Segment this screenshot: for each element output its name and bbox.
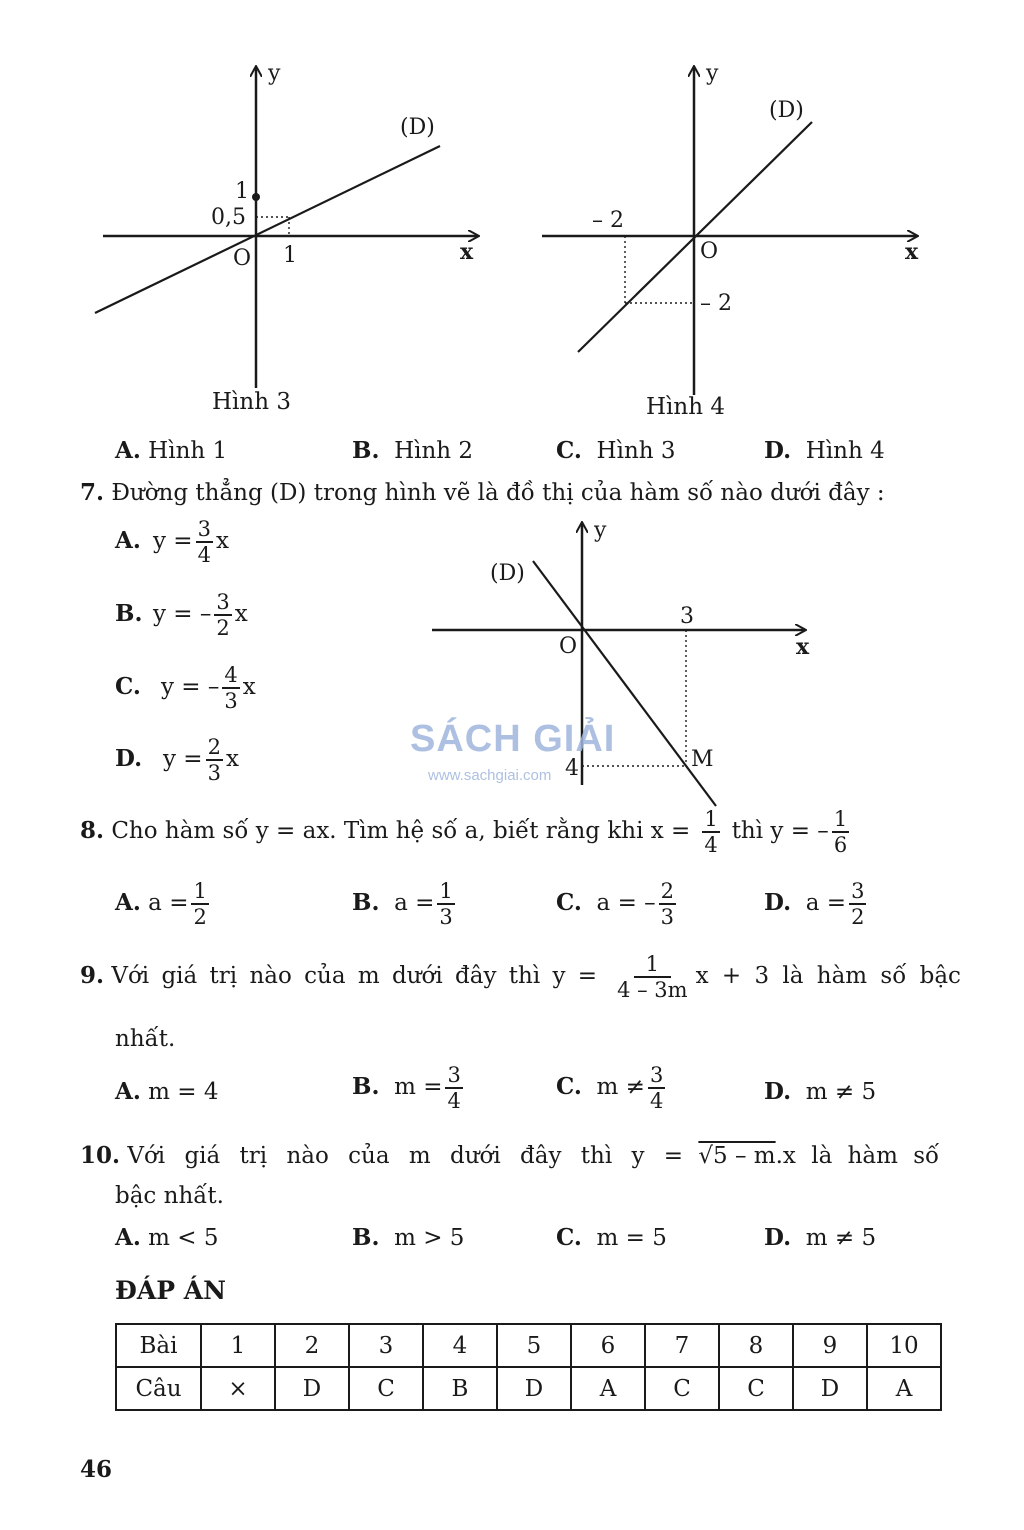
numerator: 3 xyxy=(214,591,231,616)
question-text: Cho hàm số y = ax. Tìm hệ số a, biết rằng khi x = xyxy=(111,818,691,845)
option-letter: A. xyxy=(115,527,141,555)
q6-option-c xyxy=(556,439,676,463)
table-row xyxy=(116,1367,941,1410)
q8-option-a xyxy=(115,880,212,928)
table-row xyxy=(116,1324,941,1367)
option-letter: A. xyxy=(115,1078,141,1105)
q7-option-c xyxy=(115,664,256,712)
y-label: y xyxy=(268,61,281,86)
denominator: 2 xyxy=(851,905,865,930)
watermark xyxy=(410,718,615,784)
numerator: 2 xyxy=(206,736,223,761)
table-cell: C xyxy=(719,1367,793,1410)
origin-label: O xyxy=(700,239,719,264)
row-label: Bài xyxy=(116,1324,201,1367)
row-label: Câu xyxy=(116,1367,201,1410)
point-m-label: M xyxy=(691,747,714,772)
option-letter: D. xyxy=(764,889,792,917)
question-text: Với giá trị nào của m dưới đây thì y = xyxy=(127,1143,684,1169)
table-cell: A xyxy=(867,1367,941,1410)
table-cell: 6 xyxy=(571,1324,645,1367)
tick-x-3: 3 xyxy=(680,604,694,629)
numerator: 3 xyxy=(196,518,213,543)
fraction-x xyxy=(702,808,719,856)
q8-option-c xyxy=(556,880,679,928)
table-cell: C xyxy=(349,1367,423,1410)
fraction xyxy=(615,953,690,1001)
fraction-y xyxy=(832,808,849,856)
option-pre: a = xyxy=(805,890,847,917)
q10-option-d xyxy=(764,1226,876,1250)
y-label: y xyxy=(594,518,607,543)
option-letter: A. xyxy=(115,1224,141,1251)
numerator: 1 xyxy=(832,808,849,833)
x-label: x xyxy=(460,239,474,265)
q8-option-d xyxy=(764,880,869,928)
option-post: x xyxy=(234,601,248,628)
option-text: m ≠ 5 xyxy=(805,1225,877,1251)
option-text: Hình 4 xyxy=(805,438,885,464)
y-label: y xyxy=(706,61,719,86)
option-letter: A. xyxy=(115,437,141,464)
option-post: x xyxy=(242,674,256,701)
numerator: 1 xyxy=(191,880,208,905)
q9-option-a xyxy=(115,1080,219,1104)
line-label: (D) xyxy=(490,561,525,586)
q10-option-b xyxy=(352,1226,464,1250)
fraction xyxy=(437,880,454,928)
tick-y-4: 4 xyxy=(565,756,579,781)
option-text: Hình 3 xyxy=(596,438,676,464)
q10-option-a xyxy=(115,1226,219,1250)
option-letter: D. xyxy=(115,745,143,773)
fraction xyxy=(849,880,866,928)
option-post: x xyxy=(215,528,229,555)
fraction xyxy=(214,591,231,639)
option-pre: m = xyxy=(394,1074,443,1101)
line-label: (D) xyxy=(400,115,435,140)
denominator: 6 xyxy=(833,833,848,858)
figure-3 xyxy=(80,55,500,415)
option-letter: B. xyxy=(352,889,380,917)
numerator: 3 xyxy=(849,880,866,905)
question-number: 7. xyxy=(80,479,105,506)
option-text: Hình 2 xyxy=(394,438,474,464)
line-d xyxy=(95,146,440,313)
option-pre: a = xyxy=(148,890,189,917)
option-letter: C. xyxy=(556,437,582,464)
q10-option-c xyxy=(556,1226,667,1250)
fraction xyxy=(445,1064,462,1112)
option-text: m = 4 xyxy=(148,1079,219,1105)
table-cell: 1 xyxy=(201,1324,275,1367)
option-pre: y = xyxy=(153,601,193,628)
option-pre: y = xyxy=(161,674,201,701)
table-cell: 5 xyxy=(497,1324,571,1367)
figure-caption: Hình 3 xyxy=(212,389,291,415)
q7-stem xyxy=(80,481,885,505)
option-sign: – xyxy=(199,601,212,628)
q6-option-d xyxy=(764,439,885,463)
question-number: 10. xyxy=(80,1142,121,1169)
q9-option-b xyxy=(352,1064,466,1112)
table-cell: 3 xyxy=(349,1324,423,1367)
figure-4 xyxy=(530,55,930,425)
denominator: 4 xyxy=(197,543,211,568)
tick-x-neg2: – 2 xyxy=(592,208,624,233)
q8-option-b xyxy=(352,880,458,928)
fraction xyxy=(196,518,213,566)
option-pre: a = xyxy=(394,890,435,917)
option-letter: D. xyxy=(764,1078,792,1105)
numerator: 1 xyxy=(702,808,719,833)
denominator: 4 xyxy=(649,1089,664,1114)
question-text: Với giá trị nào của m dưới đây thì y = xyxy=(111,963,598,990)
option-letter: B. xyxy=(352,437,380,464)
q9-line-2: nhất. xyxy=(115,1026,176,1052)
denominator: 3 xyxy=(224,689,238,714)
option-pre: y = xyxy=(153,528,193,555)
fraction xyxy=(222,664,239,712)
option-text: m < 5 xyxy=(148,1225,219,1251)
table-cell: B xyxy=(423,1367,497,1410)
table-cell: 10 xyxy=(867,1324,941,1367)
table-cell: D xyxy=(497,1367,571,1410)
watermark-url: www.sachgiai.com xyxy=(428,767,552,784)
option-pre: a = xyxy=(596,890,637,917)
q6-option-a xyxy=(115,439,227,463)
q7-option-b xyxy=(115,591,248,639)
table-cell: 2 xyxy=(275,1324,349,1367)
numerator: 2 xyxy=(659,880,676,905)
option-text: m = 5 xyxy=(596,1225,667,1251)
page-number: 46 xyxy=(80,1456,113,1483)
numerator: 3 xyxy=(445,1064,462,1089)
denominator: 4 – 3m xyxy=(617,978,688,1003)
question-number: 8. xyxy=(80,817,105,845)
watermark-brand: SÁCH GIẢI xyxy=(410,718,616,760)
sqrt-expression: √5 – m xyxy=(698,1143,776,1169)
table-cell: D xyxy=(275,1367,349,1410)
x-label: x xyxy=(796,634,810,660)
denominator: 2 xyxy=(216,616,230,641)
table-cell: C xyxy=(645,1367,719,1410)
option-text: m ≠ 5 xyxy=(805,1079,877,1105)
q9-option-c xyxy=(556,1064,668,1112)
option-letter: C. xyxy=(556,1224,582,1251)
denominator: 4 xyxy=(447,1089,461,1114)
numerator: 4 xyxy=(222,664,239,689)
answers-heading: ĐÁP ÁN xyxy=(115,1276,226,1305)
question-number: 9. xyxy=(80,962,105,990)
option-sign: – xyxy=(207,674,220,701)
q7-option-d xyxy=(115,736,239,784)
option-letter: B. xyxy=(352,1073,380,1101)
denominator: 3 xyxy=(207,761,221,786)
option-pre: m ≠ xyxy=(596,1074,645,1101)
table-cell: D xyxy=(793,1367,867,1410)
line-label: (D) xyxy=(769,98,804,123)
denominator: 2 xyxy=(193,905,207,930)
table-cell: 9 xyxy=(793,1324,867,1367)
fraction xyxy=(648,1064,665,1112)
q7-option-a xyxy=(115,518,229,566)
denominator: 3 xyxy=(439,905,453,930)
option-letter: C. xyxy=(115,673,141,701)
option-pre: y = xyxy=(163,746,203,773)
q10-line-2: bậc nhất. xyxy=(115,1183,224,1209)
option-letter: B. xyxy=(352,1224,380,1251)
option-letter: A. xyxy=(115,889,141,917)
numerator: 3 xyxy=(648,1064,665,1089)
fraction xyxy=(659,880,676,928)
question-text-2: .x là hàm số xyxy=(775,1143,940,1169)
q6-option-b xyxy=(352,439,473,463)
answer-table xyxy=(115,1323,942,1411)
option-text: m > 5 xyxy=(394,1225,465,1251)
numerator: 1 xyxy=(437,880,454,905)
numerator: 1 xyxy=(634,953,671,978)
x-label: x xyxy=(905,239,919,265)
origin-label: O xyxy=(233,246,252,271)
table-cell: 8 xyxy=(719,1324,793,1367)
fraction xyxy=(206,736,223,784)
question-text: Đường thẳng (D) trong hình vẽ là đồ thị của hàm số nào dưới đây : xyxy=(111,480,885,506)
option-text: Hình 1 xyxy=(148,438,228,464)
option-letter: C. xyxy=(556,1073,582,1101)
table-cell: 7 xyxy=(645,1324,719,1367)
option-letter: D. xyxy=(764,437,792,464)
denominator: 4 xyxy=(704,833,718,858)
option-letter: D. xyxy=(764,1224,792,1251)
option-sign: – xyxy=(644,890,656,917)
q9-option-d xyxy=(764,1080,876,1104)
question-text-2: thì y = – xyxy=(731,818,829,845)
tick-x-1: 1 xyxy=(283,243,297,268)
option-post: x xyxy=(225,746,239,773)
fraction xyxy=(191,880,208,928)
option-letter: B. xyxy=(115,600,143,628)
point-1 xyxy=(252,193,260,201)
tick-y-half: 0,5 xyxy=(211,205,246,230)
table-cell: 4 xyxy=(423,1324,497,1367)
q10-stem xyxy=(80,1144,939,1168)
tick-y-neg2: – 2 xyxy=(700,291,732,316)
option-letter: C. xyxy=(556,889,582,917)
tick-y-1: 1 xyxy=(235,179,249,204)
question-text-2: x + 3 là hàm số bậc xyxy=(695,963,961,990)
origin-label: O xyxy=(559,634,578,659)
table-cell: A xyxy=(571,1367,645,1410)
q9-stem xyxy=(80,953,961,1001)
figure-caption: Hình 4 xyxy=(646,394,725,420)
denominator: 3 xyxy=(660,905,675,930)
table-cell: × xyxy=(201,1367,275,1410)
q8-stem xyxy=(80,808,852,856)
